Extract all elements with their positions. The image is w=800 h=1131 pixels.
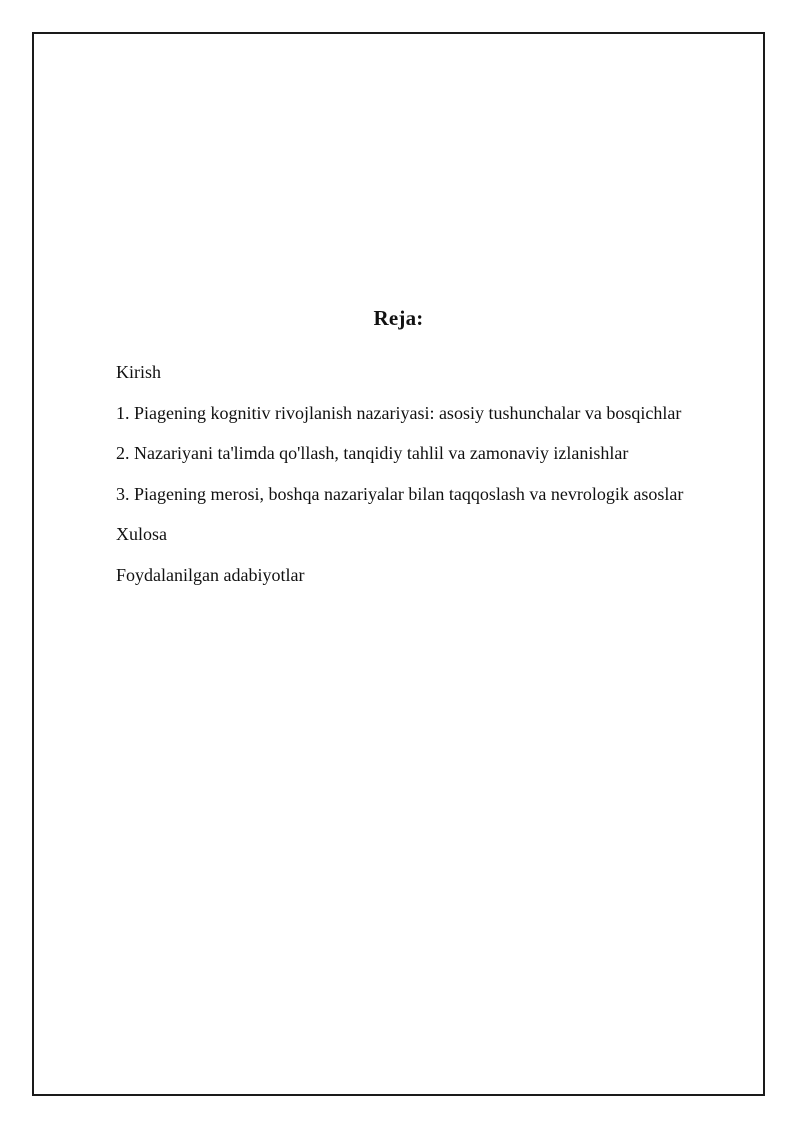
- plan-item-chapter-1: 1. Piagening kognitiv rivojlanish nazariyasi: asosiy tushunchalar va bosqichlar: [116, 402, 682, 423]
- plan-item-conclusion: Xulosa: [116, 524, 167, 544]
- page-frame: [32, 32, 765, 1096]
- plan-item-chapter-3: 3. Piagening merosi, boshqa nazariyalar bilan taqqoslash va nevrologik asoslar: [116, 483, 684, 504]
- page-title: Reja:: [373, 306, 424, 330]
- plan-list: [116, 352, 683, 595]
- plan-item-chapter-2: 2. Nazariyani ta'limda qo'llash, tanqidiy tahlil va zamonaviy izlanishlar: [116, 443, 629, 463]
- plan-item-references: Foydalanilgan adabiyotlar: [116, 564, 305, 585]
- plan-item-introduction: Kirish: [116, 362, 161, 382]
